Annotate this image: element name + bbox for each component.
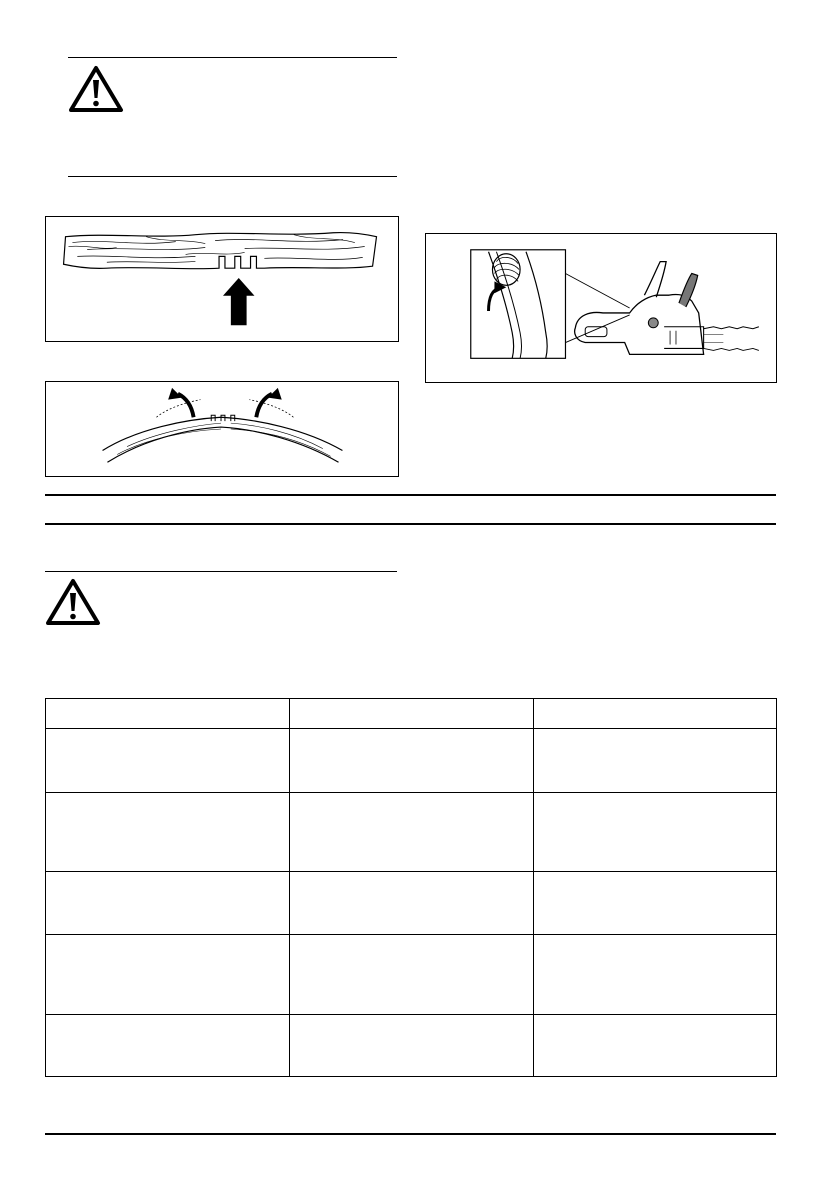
table-cell (46, 1015, 290, 1077)
warning-triangle-icon (45, 578, 101, 626)
table-cell (46, 729, 290, 793)
table-row (46, 729, 777, 793)
warning-1-top-rule (68, 57, 397, 58)
table-row (46, 1015, 777, 1077)
table-header-cell (290, 699, 534, 729)
warning-2-top-rule (45, 571, 397, 572)
section-rule-bottom (45, 523, 776, 525)
log-with-cuts-figure (45, 216, 399, 342)
table-cell (534, 935, 777, 1015)
log-bending-drawing (46, 382, 398, 476)
warning-1-bottom-rule (68, 176, 397, 177)
table-cell (290, 935, 534, 1015)
section-rule-top (45, 494, 776, 496)
chain-brake-drawing (426, 234, 776, 382)
table-cell (534, 1015, 777, 1077)
log-bending-figure (45, 381, 399, 477)
table-row (46, 935, 777, 1015)
table-row (46, 793, 777, 872)
troubleshooting-table (45, 698, 777, 1077)
table-cell (46, 793, 290, 872)
warning-triangle-icon (68, 65, 124, 113)
table-header-cell (534, 699, 777, 729)
table-cell (534, 793, 777, 872)
table-header-row (46, 699, 777, 729)
table-header-cell (46, 699, 290, 729)
table-cell (290, 793, 534, 872)
chain-brake-figure (425, 233, 777, 383)
table-cell (46, 872, 290, 935)
table-cell (534, 872, 777, 935)
table-cell (290, 729, 534, 793)
table-cell (290, 872, 534, 935)
table-cell (534, 729, 777, 793)
footer-rule (45, 1133, 776, 1135)
table-cell (46, 935, 290, 1015)
table-row (46, 872, 777, 935)
log-with-cuts-drawing (46, 217, 398, 341)
table-cell (290, 1015, 534, 1077)
